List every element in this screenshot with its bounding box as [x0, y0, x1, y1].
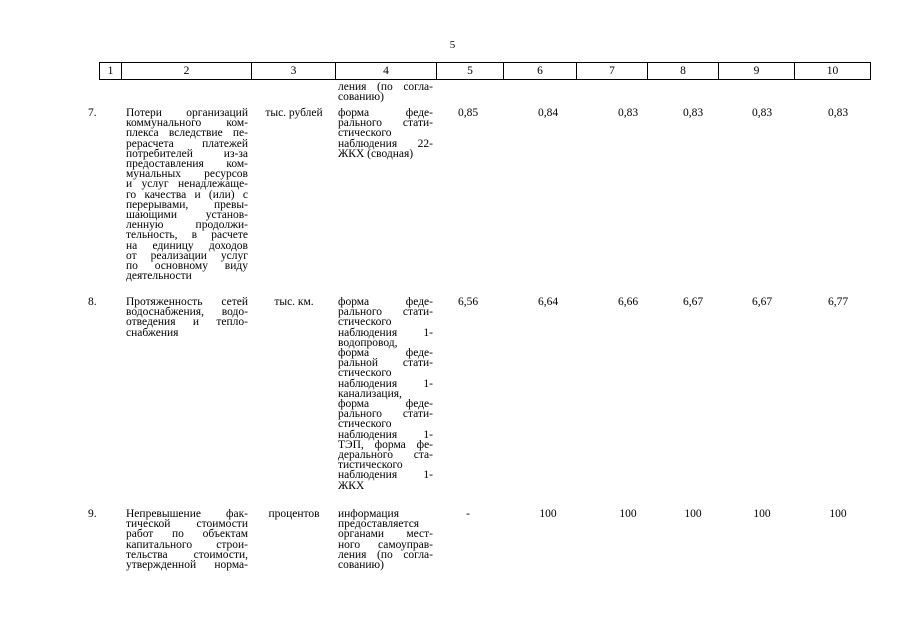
row-7-value-6: 0,84: [537, 107, 559, 119]
row-9-value-5: -: [466, 508, 470, 520]
source-line: форма феде-: [338, 347, 433, 360]
row-9-number: 9.: [88, 508, 97, 520]
name-line: Потери организаций: [126, 107, 248, 119]
row-8-unit: тыс. км.: [274, 296, 314, 308]
continuation-line: ления (по согла-: [338, 81, 433, 93]
name-line: потребителей из-за: [126, 147, 248, 160]
continuation-line: сованию): [338, 91, 384, 104]
continuation-source: [338, 82, 433, 102]
source-line: ного самоуправ-: [338, 538, 433, 551]
name-line: снабжения: [126, 326, 179, 339]
name-line: тической стоимости: [126, 518, 248, 531]
header-col-2: 2: [122, 63, 252, 80]
row-7-value-7: 0,83: [617, 107, 639, 119]
header-col-5: 5: [437, 63, 504, 80]
name-line: отведения и тепло-: [126, 316, 248, 329]
row-7-source: [338, 108, 433, 159]
source-line: наблюдения 1-: [338, 428, 433, 441]
source-line: сованию): [338, 559, 384, 572]
source-line: стического: [338, 127, 392, 140]
row-7-value-8: 0,83: [682, 107, 704, 119]
row-7-value-10: 0,83: [827, 107, 849, 119]
source-line: тистического: [338, 459, 403, 472]
name-line: тельность, в расчете: [126, 229, 248, 242]
row-8-name: [126, 297, 248, 338]
name-line: деятельности: [126, 270, 192, 283]
name-line: и услуг ненадлежаще-: [126, 178, 248, 191]
header-col-4: 4: [336, 63, 437, 80]
row-9-value-6: 100: [539, 508, 557, 520]
header-col-10: 10: [795, 63, 871, 80]
row-8-number: 8.: [88, 296, 97, 308]
row-7-value-5: 0,85: [457, 107, 479, 119]
name-line: плекса вследствие пе-: [126, 127, 248, 140]
source-line: предоставляется: [338, 518, 420, 531]
name-line: от реализации услуг: [126, 249, 248, 262]
source-line: водопровод,: [338, 336, 398, 349]
row-8-value-10: 6,77: [827, 296, 849, 308]
source-line: рального стати-: [338, 306, 433, 319]
name-line: коммунального ком-: [126, 117, 248, 130]
source-line: ТЭП, форма фе-: [338, 438, 433, 451]
row-8-value-7: 6,66: [617, 296, 639, 308]
header-col-3: 3: [252, 63, 336, 80]
name-line: ленную продолжи-: [126, 219, 248, 232]
name-line: по основному виду: [126, 260, 248, 273]
row-7-number: 7.: [88, 107, 97, 119]
name-line: го качества и (или) с: [126, 188, 248, 201]
source-line: стического: [338, 418, 392, 431]
source-line: ления (по согла-: [338, 548, 433, 561]
row-9-value-8: 100: [684, 508, 702, 520]
name-line: утвержденной норма-: [126, 559, 248, 572]
page-number: 5: [449, 39, 456, 51]
source-line: наблюдения 22-: [338, 137, 433, 150]
source-line: форма феде-: [338, 398, 433, 411]
header-col-9: 9: [719, 63, 795, 80]
name-line: капитального строи-: [126, 538, 248, 551]
name-line: мунальных ресурсов: [126, 168, 248, 181]
source-line: стического: [338, 316, 392, 329]
source-line: ральной стати-: [338, 357, 433, 370]
source-line: органами мест-: [338, 528, 433, 541]
source-line: дерального ста-: [338, 449, 433, 462]
source-line: канализация,: [338, 387, 402, 400]
source-line: ЖКХ (сводная): [338, 147, 414, 160]
name-line: водоснабжения, водо-: [126, 306, 248, 319]
row-7-unit: тыс. рублей: [265, 107, 323, 119]
header-col-7: 7: [577, 63, 648, 80]
source-line: наблюдения 1-: [338, 377, 433, 390]
name-line: работ по объектам: [126, 528, 248, 541]
source-line: наблюдения 1-: [338, 326, 433, 339]
header-col-1: 1: [100, 63, 122, 80]
name-line: Протяженность сетей: [126, 296, 248, 308]
row-9-value-7: 100: [619, 508, 637, 520]
source-line: ЖКХ: [338, 479, 365, 492]
row-9-value-10: 100: [829, 508, 847, 520]
row-7-name: [126, 108, 248, 281]
source-line: рального стати-: [338, 408, 433, 421]
source-line: форма феде-: [338, 107, 433, 119]
source-line: форма феде-: [338, 296, 433, 308]
name-line: Непревышение фак-: [126, 508, 248, 520]
source-line: наблюдения 1-: [338, 469, 433, 482]
name-line: тельства стоимости,: [126, 548, 248, 561]
row-8-source: [338, 297, 433, 491]
name-line: предоставления ком-: [126, 158, 248, 171]
row-9-name: [126, 509, 248, 570]
row-8-value-5: 6,56: [457, 296, 479, 308]
header-col-6: 6: [504, 63, 577, 80]
row-8-value-8: 6,67: [682, 296, 704, 308]
row-8-value-6: 6,64: [537, 296, 559, 308]
row-8-value-9: 6,67: [751, 296, 773, 308]
source-line: рального стати-: [338, 117, 433, 130]
name-line: шающими установ-: [126, 209, 248, 222]
row-9-source: [338, 509, 433, 570]
row-9-value-9: 100: [753, 508, 771, 520]
name-line: рерасчета платежей: [126, 137, 248, 150]
header-col-8: 8: [648, 63, 719, 80]
source-line: стического: [338, 367, 392, 380]
name-line: перерывами, превы-: [126, 198, 248, 211]
table-header: [99, 62, 871, 80]
row-7-value-9: 0,83: [751, 107, 773, 119]
row-9-unit: процентов: [268, 508, 320, 520]
name-line: на единицу доходов: [126, 239, 248, 252]
source-line: информация: [338, 508, 399, 520]
